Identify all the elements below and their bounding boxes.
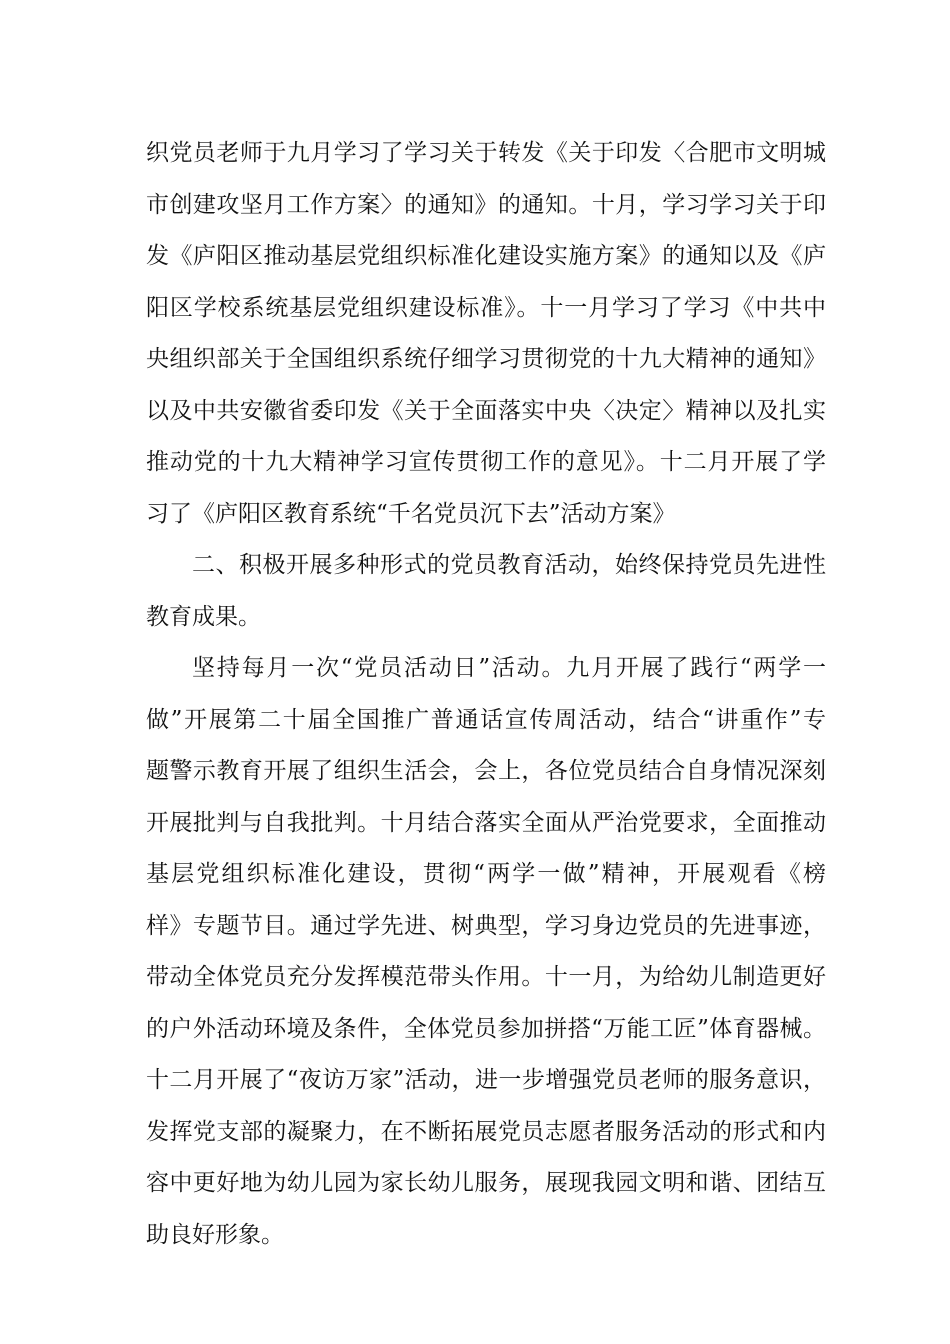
- text-line: 发《庐阳区推动基层党组织标准化建设实施方案》的通知以及《庐: [146, 243, 826, 269]
- document-body: [146, 128, 826, 1261]
- text-line: 开展批判与自我批判。十月结合落实全面从严治党要求，全面推动: [146, 809, 826, 836]
- text-line: 教育成果。: [146, 603, 261, 630]
- text-line: 发挥党支部的凝聚力，在不断拓展党员志愿者服务活动的形式和内: [146, 1118, 826, 1145]
- text-line: 容中更好地为幼儿园为家长幼儿服务，展现我园文明和谐、团结互: [146, 1170, 826, 1196]
- text-line: 以及中共安徽省委印发《关于全面落实中央〈决定〉精神以及扎实: [146, 397, 826, 424]
- paragraph-3: [146, 643, 826, 1261]
- text-line: 样》专题节目。通过学先进、树典型，学习身边党员的先进事迹，: [146, 912, 826, 939]
- text-line: 做”开展第二十届全国推广普通话宣传周活动，结合“讲重作”专: [146, 706, 826, 733]
- text-line: 二、积极开展多种形式的党员教育活动，始终保持党员先进性: [192, 552, 826, 578]
- text-line: 阳区学校系统基层党组织建设标准》。十一月学习了学习《中共中: [146, 294, 826, 321]
- text-line: 市创建攻坚月工作方案〉的通知》的通知。十月，学习学习关于印: [146, 191, 826, 218]
- text-line: 助良好形象。: [146, 1221, 284, 1248]
- text-line: 带动全体党员充分发挥模范带头作用。十一月，为给幼儿制造更好: [146, 964, 826, 990]
- text-line: 习了《庐阳区教育系统“千名党员沉下去”活动方案》: [146, 500, 676, 527]
- text-line: 织党员老师于九月学习了学习关于转发《关于印发〈合肥市文明城: [146, 140, 826, 166]
- text-line: 基层党组织标准化建设，贯彻“两学一做”精神，开展观看《榜: [146, 861, 826, 887]
- paragraph-1: [146, 128, 826, 540]
- text-line: 的户外活动环境及条件，全体党员参加拼搭“万能工匠”体育器械。: [146, 1015, 826, 1042]
- text-line: 坚持每月一次“党员活动日”活动。九月开展了践行“两学一: [192, 655, 826, 681]
- text-line: 推动党的十九大精神学习宣传贯彻工作的意见》。十二月开展了学: [146, 449, 826, 475]
- text-line: 十二月开展了“夜访万家”活动，进一步增强党员老师的服务意识，: [146, 1067, 826, 1093]
- section-heading-2: [146, 540, 826, 643]
- text-line: 央组织部关于全国组织系统仔细学习贯彻党的十九大精神的通知》: [146, 346, 826, 372]
- text-line: 题警示教育开展了组织生活会，会上，各位党员结合自身情况深刻: [146, 758, 826, 784]
